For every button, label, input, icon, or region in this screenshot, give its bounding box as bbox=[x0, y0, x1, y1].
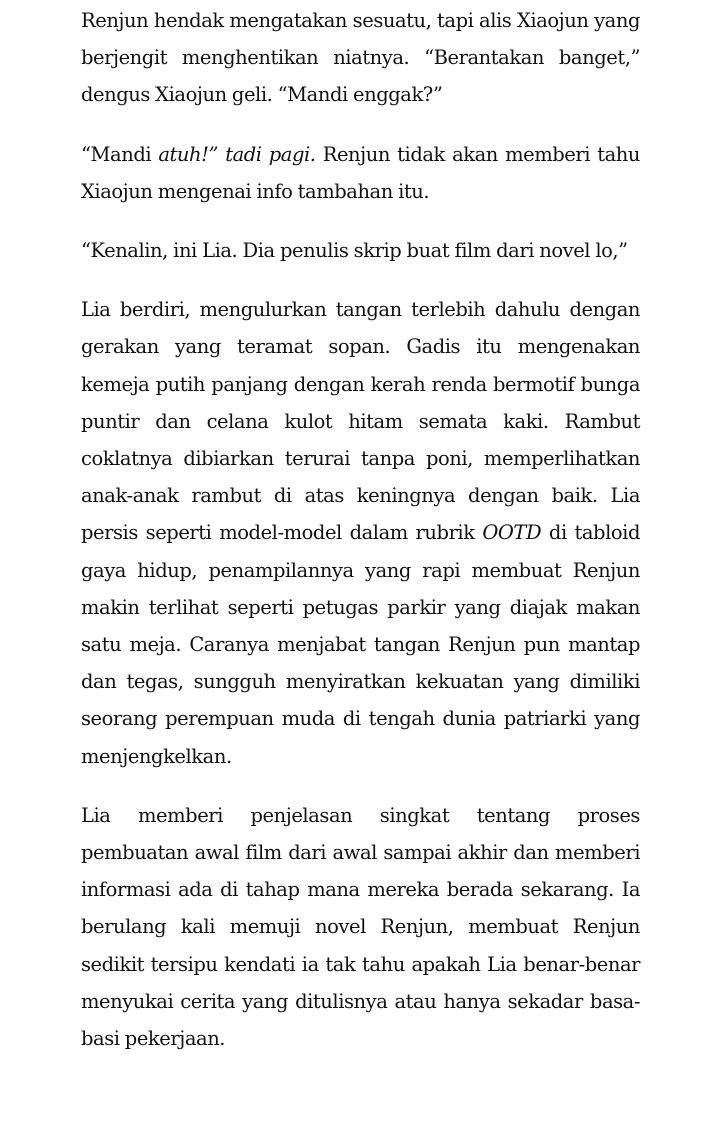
paragraph bbox=[81, 797, 640, 1057]
paragraph bbox=[81, 2, 640, 114]
paragraph-text: Renjun hendak mengatakan sesuatu, tapi alis Xiaojun yang berjengit menghentikan niatnya. “Berantakan banget,” dengus Xiaojun geli. “Mandi enggak?” bbox=[81, 9, 640, 107]
paragraph bbox=[81, 136, 640, 210]
paragraph-text: “Mandi bbox=[81, 142, 159, 166]
document-page bbox=[81, 2, 640, 1079]
paragraph-text: di tabloid gaya hidup, penampilannya yang rapi membuat Renjun makin terlihat seperti petugas parkir yang diajak makan satu meja. Caranya menjabat tangan Renjun pun mantap dan tegas, sungguh menyiratkan kekuatan yang dimiliki seorang perempuan muda di tengah dunia patriarki yang menjengkelkan. bbox=[81, 521, 640, 768]
paragraph-text: Lia memberi penjelasan singkat tentang proses pembuatan awal film dari awal sampai akhir dan memberi informasi ada di tahap mana mereka berada sekarang. Ia berulang kali memuji novel Renjun, membuat Renjun sedikit tersipu kendati ia tak tahu apakah Lia benar-benar menyukai cerita yang ditulisnya atau hanya sekadar basa-basi pekerjaan. bbox=[81, 803, 640, 1051]
italic-text: atuh!” tadi pagi. bbox=[158, 142, 316, 166]
paragraph-text: Renjun tidak akan memberi tahu Xiaojun mengenai info tambahan itu. bbox=[81, 142, 641, 203]
paragraph bbox=[81, 291, 640, 775]
paragraph-text: Lia berdiri, mengulurkan tangan terlebih dahulu dengan gerakan yang teramat sopan. Gadis itu mengenakan kemeja putih panjang dengan kerah renda bermotif bunga puntir dan celana kulot hitam semata kaki. Rambut coklatnya dibiarkan terurai tanpa poni, memperlihatkan anak-anak rambut di atas keningnya dengan baik. Lia persis seperti model-model dalam rubrik bbox=[81, 298, 640, 545]
paragraph bbox=[81, 232, 640, 269]
paragraph-text: “Kenalin, ini Lia. Dia penulis skrip buat film dari novel lo,” bbox=[81, 239, 628, 263]
italic-text: OOTD bbox=[482, 521, 542, 545]
